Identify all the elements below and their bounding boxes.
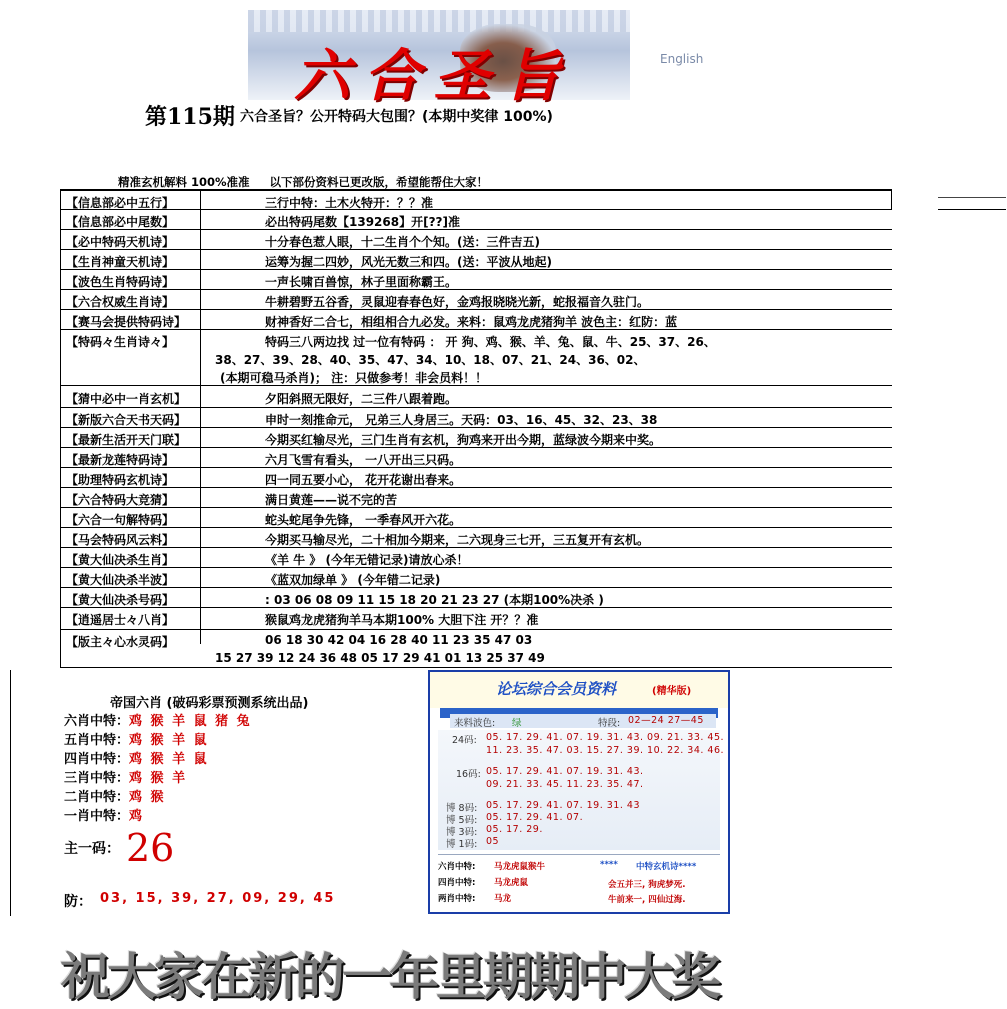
row-value: 一声长啸百兽惊，林子里面称霸王。 xyxy=(265,275,458,289)
table-row xyxy=(60,447,892,468)
row-label: 【猜中必中一肖玄机】 xyxy=(66,392,187,406)
row-value: 财神香好二合七，相组相合九必发。来料：鼠鸡龙虎猪狗羊 波色主：红防：蓝 xyxy=(265,315,678,329)
member-box-edition: (精华版) xyxy=(652,686,692,697)
b5-value: 05. 17. 29. 41. 07. xyxy=(486,812,584,823)
row-label: 【助理特码玄机诗】 xyxy=(66,473,175,487)
banner-decoration xyxy=(248,10,630,32)
row-label: 【新版六合天书天码】 xyxy=(66,413,187,427)
table-row xyxy=(60,487,892,508)
row-label: 【赛马会提供特码诗】 xyxy=(66,315,187,329)
code24-line1: 05. 17. 29. 41. 07. 19. 31. 43. 09. 21. 33. 45. xyxy=(486,732,725,743)
issue-subtitle: 六合圣旨？公开特码大包围？(本期中奖律 100%) xyxy=(240,109,553,125)
row-value: 猴鼠鸡龙虎猪狗羊马本期100% 大胆下注 开？？准 xyxy=(265,613,539,627)
row-value: 夕阳斜照无限好，二三件八跟着跑。 xyxy=(265,392,458,406)
stars-decoration: **** xyxy=(600,860,618,870)
member-box-header xyxy=(430,672,728,708)
four-zodiac-value: 马龙虎鼠 xyxy=(494,878,529,888)
table-row xyxy=(60,629,892,668)
zodiac-line xyxy=(64,805,144,824)
row-value: 今期买马输尽光，二十相加今期来，二六现身三七开，三五复开有玄机。 xyxy=(265,533,650,547)
zodiac-line xyxy=(64,767,187,786)
b3-value: 05. 17. 29. xyxy=(486,824,543,835)
row-value: 运筹为握二四妙，风光无数三和四。(送：平波从地起) xyxy=(265,255,552,269)
b8-value: 05. 17. 29. 41. 07. 19. 31. 43 xyxy=(486,800,640,811)
table-row xyxy=(60,407,892,428)
table-row xyxy=(60,385,892,408)
zodiac-line xyxy=(64,786,166,805)
row-label: 【最新生活开天门联】 xyxy=(66,433,187,447)
member-source-bar xyxy=(450,714,716,728)
row-value: 牛耕碧野五谷香，灵鼠迎春春色好，金鸡报晓晓光新，蛇报福音久驻门。 xyxy=(265,295,650,309)
zodiac-line xyxy=(64,710,252,729)
row-value: 《蓝双加绿单 》 (今年错二记录) xyxy=(265,573,441,587)
table-row xyxy=(60,427,892,448)
table-row xyxy=(60,527,892,548)
row-label: 【马会特码风云料】 xyxy=(66,533,175,547)
zodiac-label: 三肖中特： xyxy=(64,771,130,786)
row-value: 今期买红输尽光，三门生肖有玄机，狗鸡来开出今期，蓝绿波今期来中奖。 xyxy=(265,433,662,447)
table-row xyxy=(60,289,892,310)
table-row xyxy=(60,309,892,330)
source-value: 绿 xyxy=(512,718,523,729)
footer-greeting: 祝大家在新的一年里期期中大奖 xyxy=(60,947,718,1006)
table-row xyxy=(60,209,892,230)
table-row xyxy=(60,507,892,528)
zodiac-label: 二肖中特： xyxy=(64,790,130,805)
table-row xyxy=(60,269,892,290)
poem-line2: 牛前来一, 四仙过海. xyxy=(608,895,686,905)
zodiac-value: 鸡 xyxy=(129,809,145,824)
row-label: 【黄大仙决杀号码】 xyxy=(66,593,175,607)
table-row xyxy=(60,567,892,588)
main-code-label: 主一码： xyxy=(64,841,120,857)
row-label: 【六合特码大竞猜】 xyxy=(66,493,175,507)
row-label: 【版主々心水灵码】 xyxy=(66,635,175,649)
row-label: 【信息部必中尾数】 xyxy=(66,215,175,229)
table-row xyxy=(60,547,892,568)
zodiac-label: 五肖中特： xyxy=(64,733,130,748)
member-info-box xyxy=(428,670,730,914)
decorative-line xyxy=(938,197,1006,198)
row-value-extra: 15 27 39 12 24 36 48 05 17 29 41 01 13 25 37 49 xyxy=(215,651,545,665)
row-label: 【六合权威生肖诗】 xyxy=(66,295,175,309)
row-label: 【波色生肖特码诗】 xyxy=(66,275,175,289)
row-value: 《羊 牛 》 (今年无错记录)请放心杀！ xyxy=(265,553,469,567)
two-zodiac-value: 马龙 xyxy=(494,894,512,904)
row-value: 满日黄莲——说不完的苦 xyxy=(265,493,398,507)
zodiac-value: 鸡 猴 羊 xyxy=(129,771,188,786)
source-label: 来料波色: xyxy=(454,718,496,729)
b8-label: 博 8码: xyxy=(446,803,478,814)
four-zodiac-label: 四肖中特: xyxy=(438,878,476,888)
table-bottom-border xyxy=(60,667,892,668)
two-zodiac-label: 两肖中特: xyxy=(438,894,476,904)
member-divider xyxy=(438,854,720,855)
b3-label: 博 3码: xyxy=(446,827,478,838)
row-label: 【必中特码天机诗】 xyxy=(66,235,175,249)
special-label: 特段: xyxy=(598,718,621,729)
zodiac-label: 一肖中特： xyxy=(64,809,130,824)
row-label: 【生肖神童天机诗】 xyxy=(66,255,175,269)
table-row xyxy=(60,329,892,386)
six-zodiac-value: 马龙虎鼠猴牛 xyxy=(494,862,546,872)
code16-label: 16码: xyxy=(456,769,481,780)
row-value: 六月飞雪有看头， 一八开出三只码。 xyxy=(265,453,462,467)
row-value: 十分春色惹人眼，十二生肖个个知。(送：三件吉五) xyxy=(265,235,540,249)
row-label: 【特码々生肖诗々】 xyxy=(66,335,175,349)
special-value: 02—24 27—45 xyxy=(628,715,704,726)
diguo-title: 帝国六肖 (破码彩票预测系统出品) xyxy=(110,696,309,711)
table-row xyxy=(60,229,892,250)
six-zodiac-label: 六肖中特: xyxy=(438,862,476,872)
row-value-extra: (本期可稳马杀肖)； 注：只做参考！非会员料！！ xyxy=(220,371,488,385)
main-code-number: 26 xyxy=(126,826,175,870)
code24-line2: 11. 23. 35. 47. 03. 15. 27. 39. 10. 22. 34. 46. xyxy=(486,745,725,756)
row-label: 【逍遥居士々八肖】 xyxy=(66,613,175,627)
zodiac-value: 鸡 猴 羊 鼠 xyxy=(129,752,209,767)
b5-label: 博 5码: xyxy=(446,815,478,826)
header-banner xyxy=(248,10,630,109)
b1-value: 05 xyxy=(486,836,500,847)
row-value: 申时一刻推命元， 兄弟三人身居三。天码：03、16、45、32、23、38 xyxy=(265,413,658,427)
row-value: 必出特码尾数【139268】开[??]准 xyxy=(265,215,460,229)
zodiac-label: 六肖中特： xyxy=(64,714,130,729)
backup-label: 防： xyxy=(64,894,92,910)
code16-line1: 05. 17. 29. 41. 07. 19. 31. 43. xyxy=(486,766,644,777)
table-row xyxy=(60,587,892,608)
row-label: 【信息部必中五行】 xyxy=(66,196,175,210)
row-value-extra: 38、27、39、28、40、35、47、34、10、18、07、21、24、36、02、 xyxy=(215,353,646,367)
row-label: 【黄大仙决杀生肖】 xyxy=(66,553,175,567)
poem-line1: 会五并三, 狗虎梦死. xyxy=(608,880,686,890)
poem-label: 中特玄机诗**** xyxy=(636,862,697,872)
zodiac-label: 四肖中特： xyxy=(64,752,130,767)
row-label: 【最新龙莲特码诗】 xyxy=(66,453,175,467)
row-value: 蛇头蛇尾争先锋， 一季春风开六花。 xyxy=(265,513,462,527)
member-codes-panel xyxy=(438,730,725,850)
zodiac-line xyxy=(64,748,209,767)
row-value: 三行中特：土木火特开：？？准 xyxy=(265,196,434,210)
zodiac-value: 鸡 猴 羊 鼠 xyxy=(129,733,209,748)
table-row xyxy=(60,467,892,488)
panel-border-left xyxy=(10,670,11,916)
english-link[interactable]: English xyxy=(660,52,704,66)
table-row xyxy=(60,249,892,270)
site-title: 六合圣旨 xyxy=(294,43,574,109)
decorative-line xyxy=(938,209,1006,210)
row-label: 【黄大仙决杀半波】 xyxy=(66,573,175,587)
code16-line2: 09. 21. 33. 45. 11. 23. 35. 47. xyxy=(486,779,644,790)
row-value: 四一同五要小心， 花开花谢出春来。 xyxy=(265,473,462,487)
code24-label: 24码: xyxy=(452,735,477,746)
backup-numbers: 03, 15, 39, 27, 09, 29, 45 xyxy=(100,891,336,906)
table-row xyxy=(60,189,892,211)
table-row xyxy=(60,607,892,630)
row-value: : 03 06 08 09 11 15 18 20 21 23 27 (本期100%决杀 ) xyxy=(265,593,604,607)
issue-number: 第115期 xyxy=(145,104,235,130)
info-table xyxy=(60,189,892,667)
row-value: 特码三八两边找 过一位有特码 ： 开 狗、鸡、猴、羊、兔、鼠、牛、25、37、26、 xyxy=(265,335,716,349)
zodiac-value: 鸡 猴 羊 鼠 猪 兔 xyxy=(129,714,252,729)
row-label: 【六合一句解特码】 xyxy=(66,513,175,527)
zodiac-value: 鸡 猴 xyxy=(129,790,166,805)
member-box-title: 论坛综合会员资料 xyxy=(496,680,617,698)
row-value: 06 18 30 42 04 16 28 40 11 23 35 47 03 xyxy=(265,633,533,647)
intro-text: 精准玄机解料 100%准准 以下部份资料已更改版，希望能帮住大家！ xyxy=(118,175,489,189)
b1-label: 博 1码: xyxy=(446,839,478,850)
zodiac-line xyxy=(64,729,209,748)
